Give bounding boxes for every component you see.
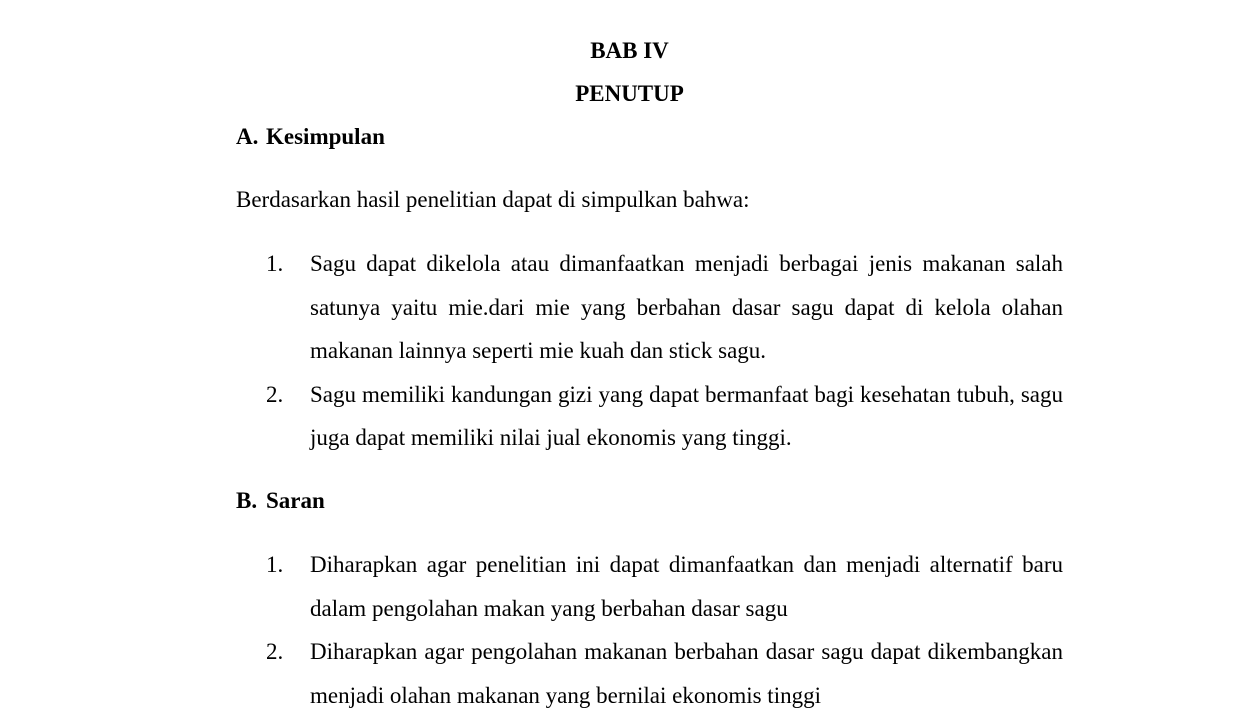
section-b-letter: B.: [236, 488, 258, 513]
list-item: [236, 373, 1063, 460]
list-item-text: Sagu dapat dikelola atau dimanfaatkan menjadi berbagai jenis makanan salah satunya yaitu mie.dari mie yang berbahan dasar sagu dapat di kelola olahan makanan lainnya seperti mie kuah dan stick sagu.: [310, 251, 1063, 363]
section-b-heading: [236, 486, 325, 516]
chapter-heading: BAB IV: [590, 38, 669, 63]
list-item-number: 1.: [266, 552, 284, 577]
section-b-title: Saran: [266, 488, 325, 513]
list-item-text: Sagu memiliki kandungan gizi yang dapat bermanfaat bagi kesehatan tubuh, sagu juga dapat memiliki nilai jual ekonomis yang tinggi.: [310, 381, 1063, 450]
list-item: [236, 630, 1063, 717]
list-item-text: Diharapkan agar penelitian ini dapat dimanfaatkan dan menjadi alternatif baru dalam pengolahan makan yang berbahan dasar sagu: [310, 552, 1063, 621]
list-item-text: Diharapkan agar pengolahan makanan berbahan dasar sagu dapat dikembangkan menjadi olahan makanan yang bernilai ekonomis tinggi: [310, 639, 1063, 708]
list-item: [236, 543, 1063, 630]
list-item-number: 2.: [266, 639, 284, 664]
section-a-title: Kesimpulan: [266, 124, 385, 149]
conclusion-intro: Berdasarkan hasil penelitian dapat di simpulkan bahwa:: [236, 187, 750, 212]
suggestion-list: [236, 543, 1063, 717]
conclusion-list: [236, 242, 1063, 460]
list-item-number: 1.: [266, 251, 284, 276]
section-a-letter: A.: [236, 124, 259, 149]
list-item-number: 2.: [266, 381, 284, 407]
chapter-title: PENUTUP: [575, 81, 684, 106]
section-a-heading: [236, 122, 385, 152]
list-item: [236, 242, 1063, 373]
